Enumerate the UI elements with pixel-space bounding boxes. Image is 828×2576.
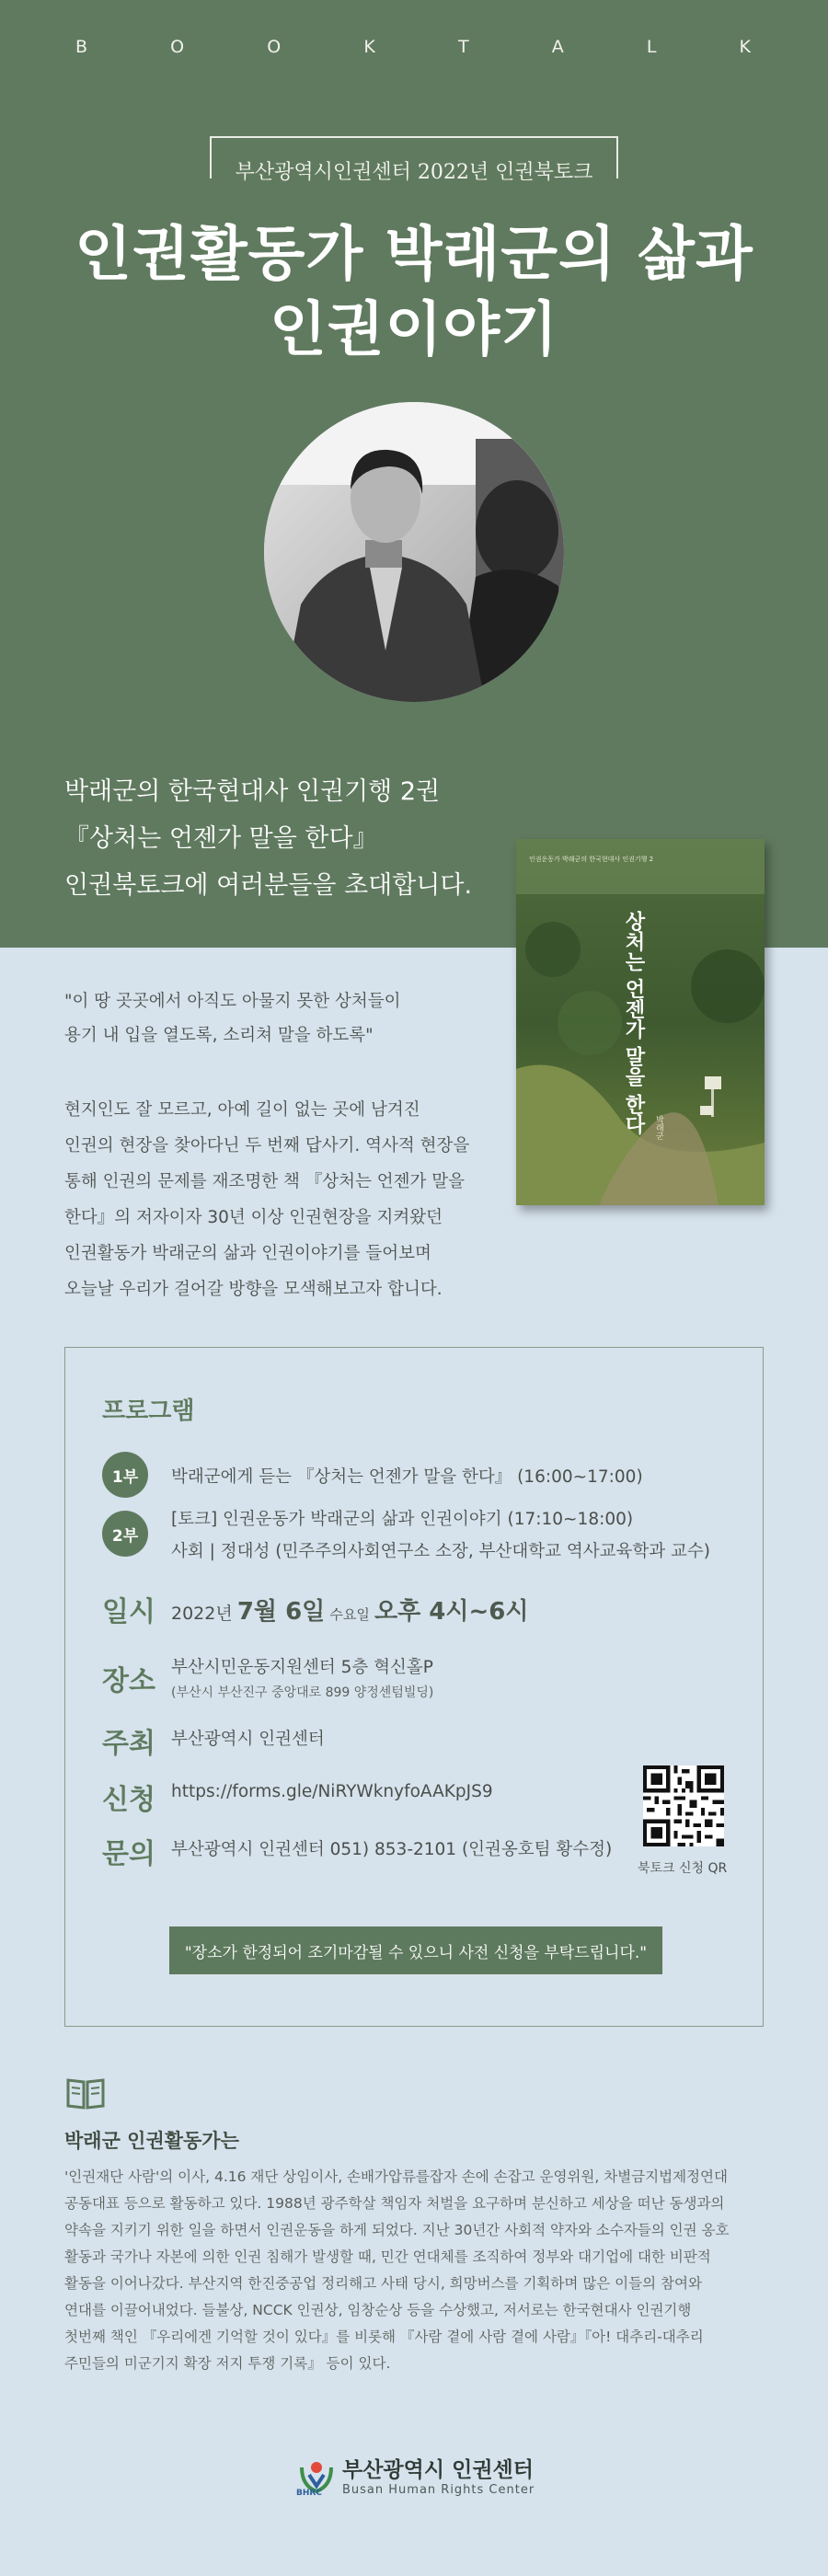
program-box	[64, 1347, 764, 2027]
quote-line: "이 땅 곳곳에서 아직도 아물지 못한 상처들이	[64, 992, 401, 1011]
part2-moderator: 사회 | 정대성 (민주주의사회연구소 소장, 부산대학교 역사교육학과 교수)	[171, 1542, 710, 1561]
description-line: 한다』의 저자이자 30년 이상 인권현장을 지켜왔던	[64, 1208, 443, 1227]
date-time: 오후 4시~6시	[374, 1598, 529, 1626]
description-line: 통해 인권의 문제를 재조명한 책 『상처는 언젠가 말을	[64, 1172, 465, 1191]
inquiry-label: 문의	[102, 1838, 155, 1870]
event-subtitle: 부산광역시인권센터 2022년 인권북토크	[219, 155, 609, 191]
booktalk-letter: B	[75, 37, 90, 57]
date-value	[171, 1593, 528, 1627]
booktalk-letter: O	[170, 37, 187, 57]
page-title	[0, 217, 828, 368]
description-line: 인권의 현장을 찾아다닌 두 번째 답사기. 역사적 현장을	[64, 1136, 470, 1156]
apply-label: 신청	[102, 1784, 155, 1816]
part2-badge: 2부	[102, 1511, 148, 1557]
booktalk-letter: T	[457, 37, 471, 57]
bio-line: 첫번째 책인 『우리에겐 기억할 것이 있다』를 비롯해 『사람 곁에 사람 곁에 사람』『아! 대추리-대추리	[64, 2329, 704, 2345]
hero-section	[0, 0, 828, 948]
date-year: 2022년	[171, 1604, 233, 1624]
date-label: 일시	[102, 1596, 155, 1628]
bio-line: 연대를 이끌어내었다. 들불상, NCCK 인권상, 임창순상 등을 수상했고, 저서로는 한국현대사 인권기행	[64, 2302, 692, 2318]
program-title: 프로그램	[102, 1397, 195, 1425]
booktalk-heading	[0, 37, 828, 57]
open-book-icon	[64, 2075, 107, 2110]
org-name-english: Busan Human Rights Center	[342, 2483, 535, 2497]
bio-line: '인권재단 사람'의 이사, 4.16 재단 상임이사, 손배가압류를잡자 손에 손잡고 운영위원, 차별금지법제정연대	[64, 2168, 728, 2185]
book-cover-art	[516, 839, 765, 1205]
signup-qr-code[interactable]	[643, 1765, 724, 1846]
title-line: 인권이야기	[269, 295, 559, 364]
host-label: 주최	[102, 1728, 155, 1760]
book-quote	[64, 984, 488, 1052]
booktalk-letter: L	[646, 37, 659, 57]
booktalk-letter: O	[267, 37, 283, 57]
bio-line: 활동과 국가나 자본에 의한 인권 침해가 발생할 때, 민간 연대체를 조직하여 정부와 대기업에 대한 비판적	[64, 2248, 711, 2265]
intro-line: 『상처는 언젠가 말을 한다』	[64, 824, 378, 853]
host-value: 부산광역시 인권센터	[171, 1730, 325, 1749]
title-line: 인권활동가 박래군의 삶과	[75, 220, 753, 289]
quote-line: 용기 내 입을 열도록, 소리쳐 말을 하도록"	[64, 1026, 374, 1045]
part2-text: [토크] 인권운동가 박래군의 삶과 인권이야기 (17:10~18:00)	[171, 1510, 634, 1529]
venue-value: 부산시민운동지원센터 5층 혁신홀P	[171, 1658, 433, 1677]
intro-text	[64, 768, 472, 909]
early-close-notice: "장소가 한정되어 조기마감될 수 있으니 사전 신청을 부탁드립니다."	[169, 1926, 662, 1974]
booktalk-letter: A	[551, 37, 566, 57]
bio-line: 공동대표 등으로 활동하고 있다. 1988년 광주학살 책임자 처벌을 요구하며 분신하고 세상을 떠난 동생과의	[64, 2195, 725, 2212]
book-cover	[516, 839, 765, 1205]
cover-author: 박래군	[654, 1115, 663, 1140]
booktalk-letter: K	[363, 37, 377, 57]
org-abbreviation: BHRC	[296, 2489, 322, 2498]
part1-text: 박래군에게 듣는 『상처는 언젠가 말을 한다』 (16:00~17:00)	[171, 1467, 643, 1487]
booktalk-letter: K	[739, 37, 753, 57]
qr-code-graphic	[643, 1765, 724, 1846]
cover-series: 인권운동가 박래군의 한국현대사 인권기행 2	[529, 856, 654, 863]
bio-text	[64, 2164, 764, 2377]
intro-line: 인권북토크에 여러분들을 초대합니다.	[64, 871, 473, 900]
speaker-photo-graphic	[264, 402, 564, 702]
apply-link[interactable]: https://forms.gle/NiRYWknyfoAAKpJS9	[171, 1782, 493, 1801]
venue-label: 장소	[102, 1665, 155, 1697]
org-name: 부산광역시 인권센터	[342, 2458, 534, 2482]
venue-address: (부산시 부산진구 중앙대로 899 양정센텀빌딩)	[171, 1685, 434, 1700]
description-line: 인권활동가 박래군의 삶과 인권이야기를 들어보며	[64, 1244, 431, 1263]
intro-line: 박래군의 한국현대사 인권기행 2권	[64, 777, 441, 806]
bio-line: 활동을 이어나갔다. 부산지역 한진중공업 정리해고 사태 당시, 희망버스를 기획하며 많은 이들의 참여와	[64, 2275, 702, 2292]
inquiry-value: 부산광역시 인권센터 051) 853-2101 (인권옹호팀 황수정)	[171, 1840, 613, 1859]
bio-title: 박래군 인권활동가는	[64, 2130, 239, 2152]
date-monthday: 7월 6일	[236, 1598, 326, 1626]
description-line: 오늘날 우리가 걸어갈 방향을 모색해보고자 합니다.	[64, 1280, 443, 1299]
description-line: 현지인도 잘 모르고, 아예 길이 없는 곳에 남겨진	[64, 1100, 420, 1120]
qr-label: 북토크 신청 QR	[638, 1861, 728, 1876]
book-description	[64, 1092, 488, 1307]
cover-title: 상처는 언젠가 말을 한다	[622, 911, 646, 1134]
bio-line: 약속을 지키기 위한 일을 하면서 인권운동을 하게 되었다. 지난 30년간 사회적 약자와 소수자들의 인권 옹호	[64, 2222, 730, 2238]
part1-badge: 1부	[102, 1452, 148, 1498]
speaker-photo	[264, 402, 564, 702]
date-weekday: 수요일	[329, 1606, 370, 1623]
bio-line: 주민들의 미군기지 확장 저지 투쟁 기록』 등이 있다.	[64, 2355, 391, 2372]
